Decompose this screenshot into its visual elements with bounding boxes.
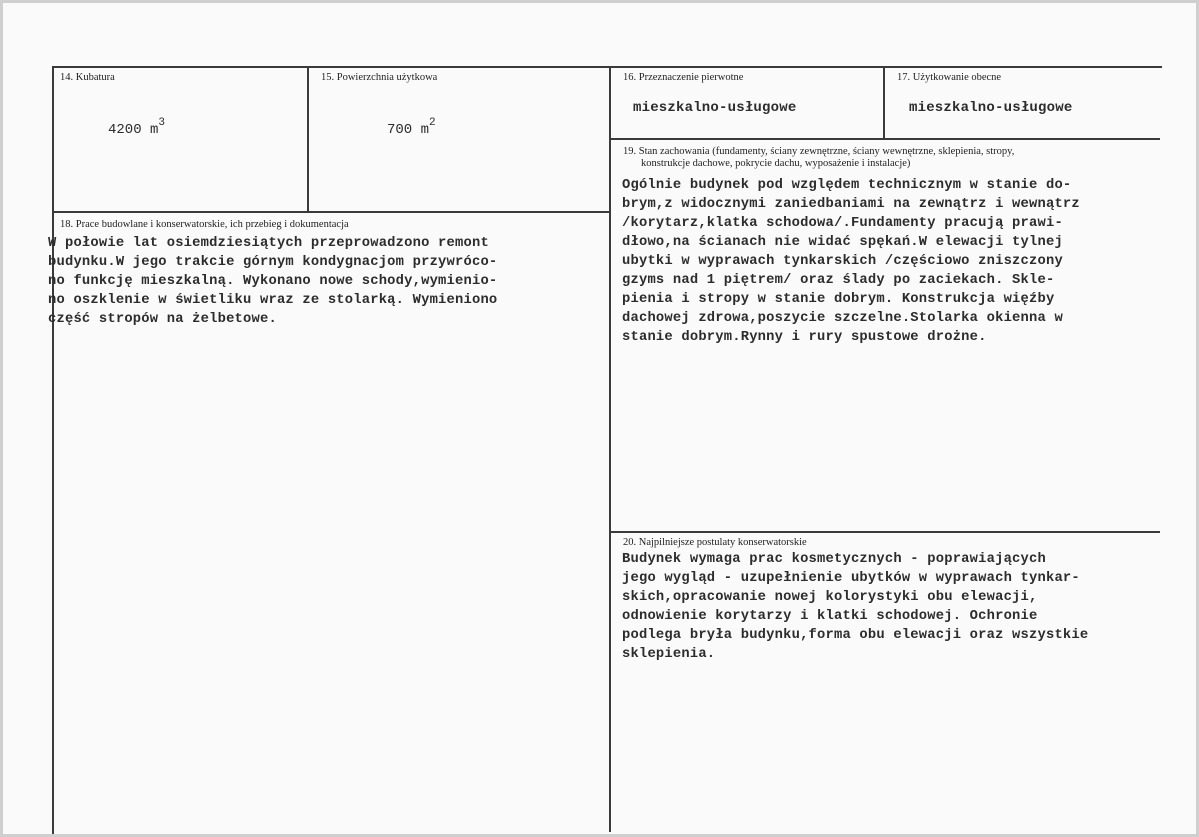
field-15-unit-exponent: 2 <box>429 117 436 129</box>
field-17-value: mieszkalno-usługowe <box>909 100 1073 116</box>
field-14-value <box>108 117 165 138</box>
field-15-number: 700 m <box>387 122 430 138</box>
field-18-label: 18. Prace budowlane i konserwatorskie, ich przebieg i dokumentacja <box>60 219 349 230</box>
divider-center <box>609 66 611 832</box>
divider-19-20 <box>611 531 1160 533</box>
field-16-label: 16. Przeznaczenie pierwotne <box>623 72 744 83</box>
field-20-label: 20. Najpilniejsze postulaty konserwatorskie <box>623 537 807 548</box>
field-16-value: mieszkalno-usługowe <box>633 100 797 116</box>
field-14-number: 4200 m <box>108 122 159 138</box>
divider-14-15 <box>307 66 309 212</box>
field-17-label: 17. Użytkowanie obecne <box>897 72 1002 83</box>
field-19-text: Ogólnie budynek pod względem technicznym w stanie do- brym,z widocznymi zaniedbaniami na zewnątrz i wewnątrz /korytarz,klatka schodowa/.Fundamenty pracują prawi- dłowo,na ścianach nie widać spękań.W elewacji tylnej ubytki w wyprawach tynkarskich /częściowo zniszczony gzyms nad 1 piętrem/ oraz ślady po zaciekach. Skle- pienia i stropy w stanie dobrym. Konstrukcja więźby dachowej zdrowa,poszycie szczelne.Stolarka okienna w stanie dobrym.Rynny i rury spustowe drożne. <box>622 178 1080 345</box>
divider-top-row-right <box>611 138 1160 140</box>
field-20-text: Budynek wymaga prac kosmetycznych - poprawiających jego wygląd - uzupełnienie ubytków w wyprawach tynkar- skich,opracowanie nowej kolorystyki obu elewacji, odnowienie korytarzy i klatki schodowej. Ochronie podlega bryła budynku,forma obu elewacji oraz wszystkie sklepienia. <box>622 552 1089 662</box>
field-15-value <box>387 117 436 138</box>
field-15-label: 15. Powierzchnia użytkowa <box>321 72 438 83</box>
field-19-label-line1: 19. Stan zachowania (fundamenty, ściany zewnętrzne, ściany wewnętrzne, sklepienia, stropy, <box>623 146 1015 157</box>
field-19-label-line2: konstrukcje dachowe, pokrycie dachu, wyposażenie i instalacje) <box>641 158 911 169</box>
divider-top-row-left <box>52 211 611 213</box>
divider-16-17 <box>883 66 885 139</box>
field-14-unit-exponent: 3 <box>158 117 166 129</box>
field-18-text: W połowie lat osiemdziesiątych przeprowadzono remont budynku.W jego trakcie górnym kondygnacjom przywróco- no funkcję mieszkalną. Wykonano nowe schody,wymienio- no oszklenie w świetliku wraz ze stolarką. Wymieniono część stropów na żelbetowe. <box>48 236 498 327</box>
field-14-label: 14. Kubatura <box>60 72 115 83</box>
